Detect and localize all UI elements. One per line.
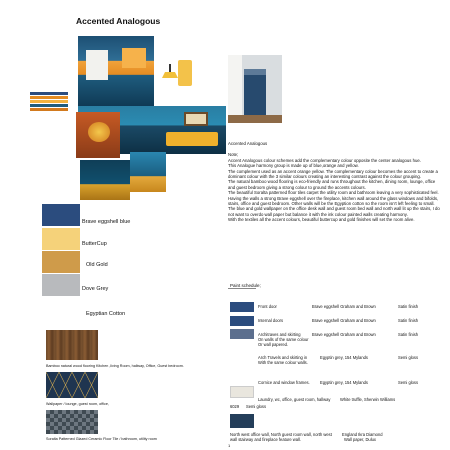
paint-chip-blue — [230, 329, 254, 339]
schedule-paint: Egyptin grey, 154 Mylands — [320, 355, 368, 360]
chair-photo — [178, 60, 192, 86]
swatch-brave-eggshell-blue — [42, 204, 80, 226]
palette-stripe — [30, 100, 68, 103]
schedule-item: Architraves and skirting — [258, 332, 301, 337]
palette-strip — [30, 92, 68, 112]
dining-photo — [80, 160, 130, 200]
notes-heading: Accented Analogous — [228, 141, 268, 146]
schedule-finish: Satin finish — [398, 332, 419, 337]
schedule-finish: Semi gloss — [398, 380, 419, 385]
wallpaper-sample — [46, 372, 98, 398]
design-notes — [228, 141, 442, 223]
lamp-photo — [161, 64, 179, 84]
schedule-item: wall stairway and fireplace feature wall. — [230, 437, 301, 442]
art-photo — [76, 112, 120, 158]
paint-chip-blue — [230, 316, 254, 326]
wallpaper-chip — [230, 414, 254, 428]
notes-paragraph: With the textiles all the accent colours, beautiful buttercup and gold finishes will set the room alive. — [228, 217, 415, 223]
swatch-label: Old Gold — [86, 262, 108, 268]
floor-tile-sample — [46, 410, 98, 434]
schedule-item: Or wall papered. — [258, 342, 289, 347]
schedule-item: Internal doors — [258, 318, 284, 323]
swatch-buttercup — [42, 228, 80, 250]
sideboard-photo — [130, 152, 166, 192]
schedule-finish: Satin finish — [398, 318, 419, 323]
palette-stripe — [30, 108, 68, 111]
schedule-finish: Semi gloss — [398, 355, 419, 360]
notes-paragraph: The blue and gold wallpaper on the office desk wall and guest room bed wall and north wall lit up the stairs, I do not want to overdo wall paper but balance it with the ink colour painted walls creating harmony. — [228, 206, 440, 217]
notes-paragraph: The beautiful Soralta patterned floor tiles carpet the utility room and bathroom leaving a very sophisticated feel. — [228, 190, 439, 196]
paint-chip-blue — [230, 302, 254, 312]
notes-paragraph: Having the walls a strong Brave eggshell over the fireplace, kitchen wall around the glass windows and bifolds, stairs, office and guest bedroom. Other walls will be the Egyption cotton so the room isn't left feeling to small. — [228, 195, 439, 207]
material-caption: Wallpaper / lounge, guest room, office, — [46, 402, 109, 406]
schedule-paint: Brave eggshell Graham and Brown — [312, 318, 376, 323]
schedule-item: Arch Travels and skirting in — [258, 355, 308, 360]
schedule-item: On walls of the same colour — [258, 337, 309, 342]
schedule-item: Cornice and window frames. — [258, 380, 310, 385]
divider — [228, 288, 256, 289]
material-caption: Bamboo natural wood flooring Kitchen ,living Room, hallway, Office, Guest bedroom. — [46, 364, 184, 368]
swatch-label: Brave eggshell blue — [82, 219, 131, 225]
schedule-finish: Semi gloss — [246, 404, 267, 409]
notes-paragraph: This Analogue harmony group is made up of blue,orange and yellow. — [228, 163, 359, 169]
schedule-item: With the same colour walls. — [258, 360, 308, 365]
page-title: Accented Analogous — [76, 16, 161, 26]
schedule-paint: England Ikra Diamond — [342, 432, 383, 437]
schedule-paint: Brave eggshell Graham and Brown — [312, 304, 376, 309]
schedule-item: Laundry, wc, office, guest room, hallway — [258, 397, 331, 402]
schedule-item: North west office wall, North guest room wall, north west — [230, 432, 332, 437]
front-door-photo — [228, 55, 282, 123]
schedule-item: 6029 — [230, 404, 240, 409]
paint-chip-white — [230, 386, 254, 398]
notes-label: Note; — [228, 152, 239, 158]
paint-schedule-title: Paint schedule; — [230, 283, 261, 288]
swatch-label-egyptian-cotton: Egyptian Cotton — [86, 311, 126, 317]
schedule-paint: White truffle, Sherwin Williams — [340, 397, 396, 402]
schedule-finish: Wall paper, Dulux — [344, 437, 376, 442]
swatch-dove-grey — [42, 274, 80, 296]
swatch-label: ButterCup — [82, 241, 107, 247]
page-number: 1 — [228, 443, 231, 448]
kitchen-photo — [78, 36, 154, 106]
swatch-label: Dove Grey — [82, 286, 109, 292]
swatch-old-gold — [42, 251, 80, 273]
palette-stripe — [30, 92, 68, 95]
material-caption: Soralta Patterned Glazed Ceramic Floor Tile / bathroom, utility room — [46, 437, 157, 441]
schedule-paint: Brave eggshell Graham and Brown — [312, 332, 376, 337]
notes-paragraph: Accent Analogous colour schemes add the complementary colour opposite the center analogous hue. — [228, 157, 422, 163]
schedule-item: Front door — [258, 304, 277, 309]
notes-paragraph: The natural bamboo wood flooring is eco-friendly and runs throughout the kitchen, dining room, lounge, office and guest bedroom giving a strong colour to ground the accents colours. — [228, 179, 436, 190]
schedule-paint: Egyptin grey, 154 Mylands — [320, 380, 368, 385]
bamboo-flooring-sample — [46, 330, 98, 360]
schedule-finish: Satin finish — [398, 304, 419, 309]
palette-stripe — [30, 104, 68, 107]
palette-stripe — [30, 96, 68, 99]
notes-paragraph: The complement used as an accent orange yellow. The complementary colour becomes the accent to create a dominant colour with the 3 similar colours creating an interesting contrast against the colour grouping. — [228, 168, 438, 180]
